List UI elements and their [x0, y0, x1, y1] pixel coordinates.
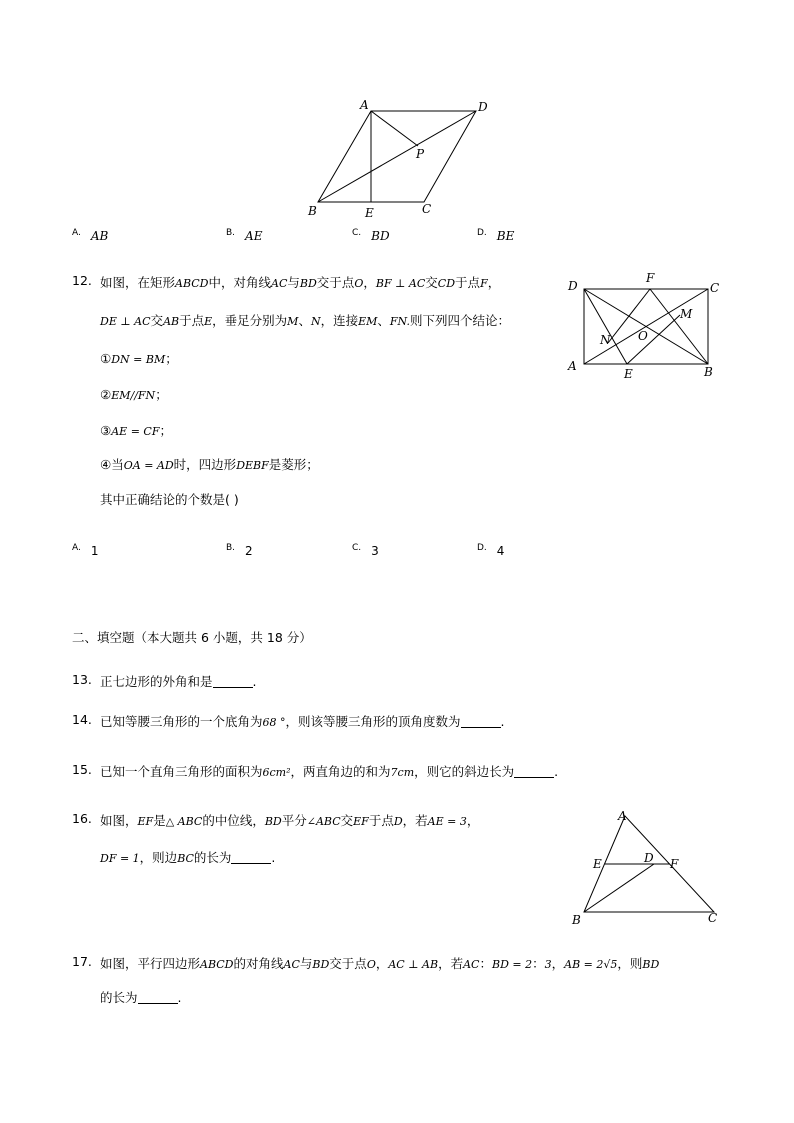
fig1-label-e: E [365, 206, 374, 220]
q12-ask: 其中正确结论的个数是( ) [100, 492, 239, 507]
q12-conclusion-1: ①DN = BM； [100, 351, 178, 366]
q12-option-a: $^{A.}$ 1 [72, 543, 99, 558]
fig2-label-m: M [680, 307, 693, 321]
q12-conclusion-3: ③AE = CF； [100, 423, 172, 438]
q11-option-b: $^{B.}$ AE [226, 228, 263, 243]
fig1-label-c: C [422, 202, 432, 216]
fig2-label-o: O [638, 329, 648, 343]
fig1-label-p: P [416, 147, 425, 161]
fig2-label-f: F [646, 271, 655, 285]
fig2-label-b: B [704, 365, 713, 379]
fig3-label-f: F [670, 857, 679, 871]
q16-line1: 如图，EF是△ ABC的中位线，BD平分∠ABC交EF于点D，若AE = 3， [100, 813, 480, 828]
q12-conclusion-4: ④当OA = AD时，四边形DEBF是菱形； [100, 457, 319, 472]
fig3-label-d: D [644, 851, 654, 865]
fig1-label-d: D [478, 100, 488, 114]
q16-line2: DF = 1，则边BC的长为 . [100, 850, 276, 865]
q12-line1: 如图，在矩形ABCD中，对角线AC与BD交于点O，BF ⊥ AC交CD于点F， [100, 275, 501, 290]
fig3-label-a: A [618, 809, 627, 823]
fig2-label-d: D [568, 279, 578, 293]
fig2-label-n: N [600, 333, 611, 347]
section-title: 二、填空题（本大题共 6 小题，共 18 分） [72, 630, 312, 645]
q12-option-c: $^{C.}$ 3 [352, 543, 379, 558]
q11-option-d: $^{D.}$ BE [477, 228, 515, 243]
fig2-label-a: A [568, 359, 577, 373]
q17-line2: 的长为 . [100, 990, 182, 1005]
fig2-label-c: C [710, 281, 720, 295]
q17-number: 17. [72, 954, 92, 969]
q12-number: 12. [72, 273, 92, 288]
q13-number: 13. [72, 672, 92, 687]
fig2-label-e: E [624, 367, 633, 380]
fig1-label-b: B [308, 204, 317, 218]
q11-option-c: $^{C.}$ BD [352, 228, 390, 243]
figure-rectangle [562, 270, 722, 380]
figure-parallelogram [300, 95, 500, 225]
fig1-label-a: A [360, 98, 369, 112]
q14-text: 已知等腰三角形的一个底角为68 °，则该等腰三角形的顶角度数为 . [100, 714, 505, 729]
figure-triangle [568, 806, 728, 928]
fig3-label-c: C [708, 911, 718, 925]
fig3-label-e: E [593, 857, 602, 871]
q13-text: 正七边形的外角和是 . [100, 674, 257, 689]
q15-number: 15. [72, 762, 92, 777]
q12-line2: DE ⊥ AC交AB于点E，垂足分别为M、N，连接EM、FN.则下列四个结论： [100, 313, 510, 328]
q14-number: 14. [72, 712, 92, 727]
q16-number: 16. [72, 811, 92, 826]
q17-line1: 如图，平行四边形ABCD的对角线AC与BD交于点O，AC ⊥ AB，若AC：BD = 2：3，AB = 2√5，则BD [100, 956, 660, 971]
q12-option-d: $^{D.}$ 4 [477, 543, 505, 558]
q11-option-a: $^{A.}$ AB [72, 228, 109, 243]
q12-conclusion-2: ②EM//FN； [100, 387, 168, 402]
fig3-label-b: B [572, 913, 581, 927]
q15-text: 已知一个直角三角形的面积为6cm²，两直角边的和为7cm，则它的斜边长为 . [100, 764, 559, 779]
q12-option-b: $^{B.}$ 2 [226, 543, 253, 558]
